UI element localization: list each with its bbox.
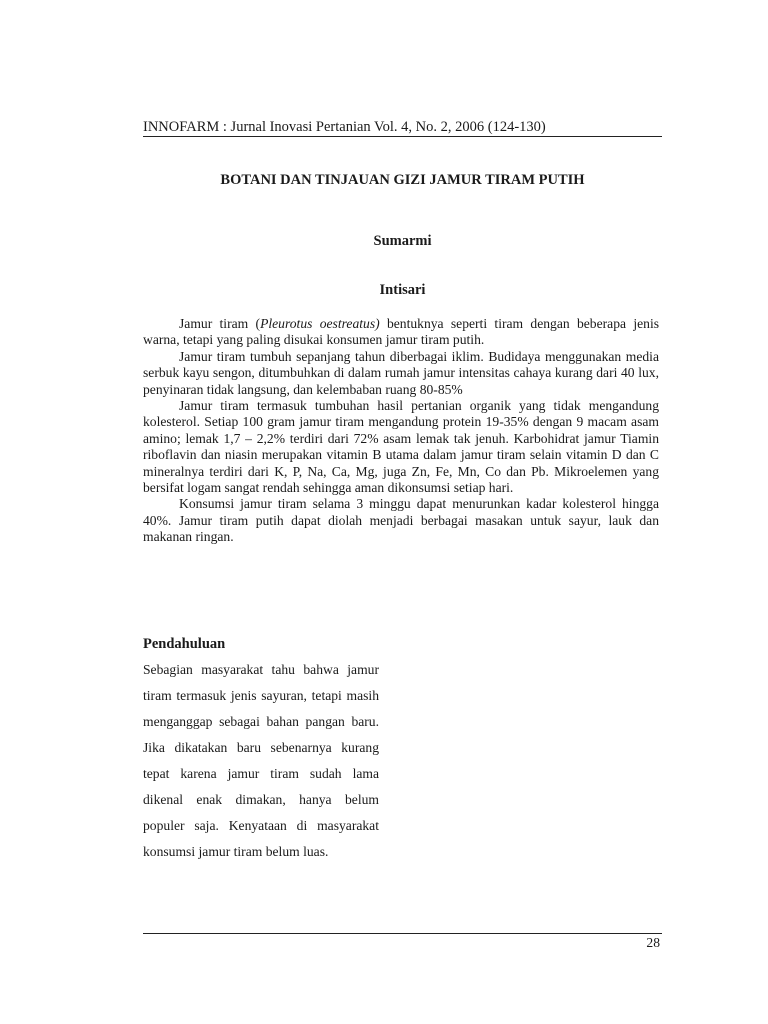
header-rule [143,136,662,137]
page-number: 28 [646,935,660,950]
species-name: Pleurotus oestreatus) [260,316,380,331]
introduction-column [143,657,379,865]
author-name: Sumarmi [373,233,432,249]
journal-header: INNOFARM : Jurnal Inovasi Pertanian Vol. 4, No. 2, 2006 (124-130) [143,119,546,135]
abstract-paragraph-4: Konsumsi jamur tiram selama 3 minggu dapat menurunkan kadar kolesterol hingga 40%. Jamur tiram putih dapat diolah menjadi berbagai masakan untuk sayur, lauk dan makanan ringan. [143,496,659,545]
article-title: BOTANI DAN TINJAUAN GIZI JAMUR TIRAM PUTIH [220,172,585,188]
abstract-body [143,316,659,546]
introduction-paragraph: Sebagian masyarakat tahu bahwa jamur tiram termasuk jenis sayuran, tetapi masih menganggap sebagai bahan pangan baru. Jika dikatakan baru sebenarnya kurang tepat karena jamur tiram sudah lama dikenal enak dimakan, hanya belum populer saja. Kenyataan di masyarakat konsumsi jamur tiram belum luas. [143,662,379,859]
abstract-paragraph-2: Jamur tiram tumbuh sepanjang tahun diberbagai iklim. Budidaya menggunakan media serbuk kayu sengon, ditumbuhkan di dalam rumah jamur intensitas cahaya kurang dari 40 lux, penyinaran tidak langsung, dan kelembaban ruang 80-85% [143,348,659,397]
abstract-heading: Intisari [379,282,426,298]
abstract-p1-before: Jamur tiram ( [179,316,261,331]
abstract-paragraph-3: Jamur tiram termasuk tumbuhan hasil pertanian organik yang tidak mengandung kolesterol. Setiap 100 gram jamur tiram mengandung protein 19-35% dengan 9 macam asam amino; lemak 1,7 – 2,2% terdiri dari 72% asam lemak tak jenuh. Karbohidrat jamur Tiamin riboflavin dan niasin merupakan vitamin B utama dalam jamur tiram selain vitamin D dan C mineralnya terdiri dari K, P, Na, Ca, Mg, juga Zn, Fe, Mn, Co dan Pb. Mikroelemen yang bersifat logam sangat rendah sehingga aman dikonsumsi setiap hari. [143,398,659,496]
introduction-heading: Pendahuluan [143,636,226,652]
abstract-p1-after: bentuknya seperti tiram dengan beberapa jenis warna, tetapi yang paling disukai konsumen jamur tiram putih. [143,316,660,348]
footer-rule [143,933,662,934]
abstract-paragraph-1 [143,316,659,349]
